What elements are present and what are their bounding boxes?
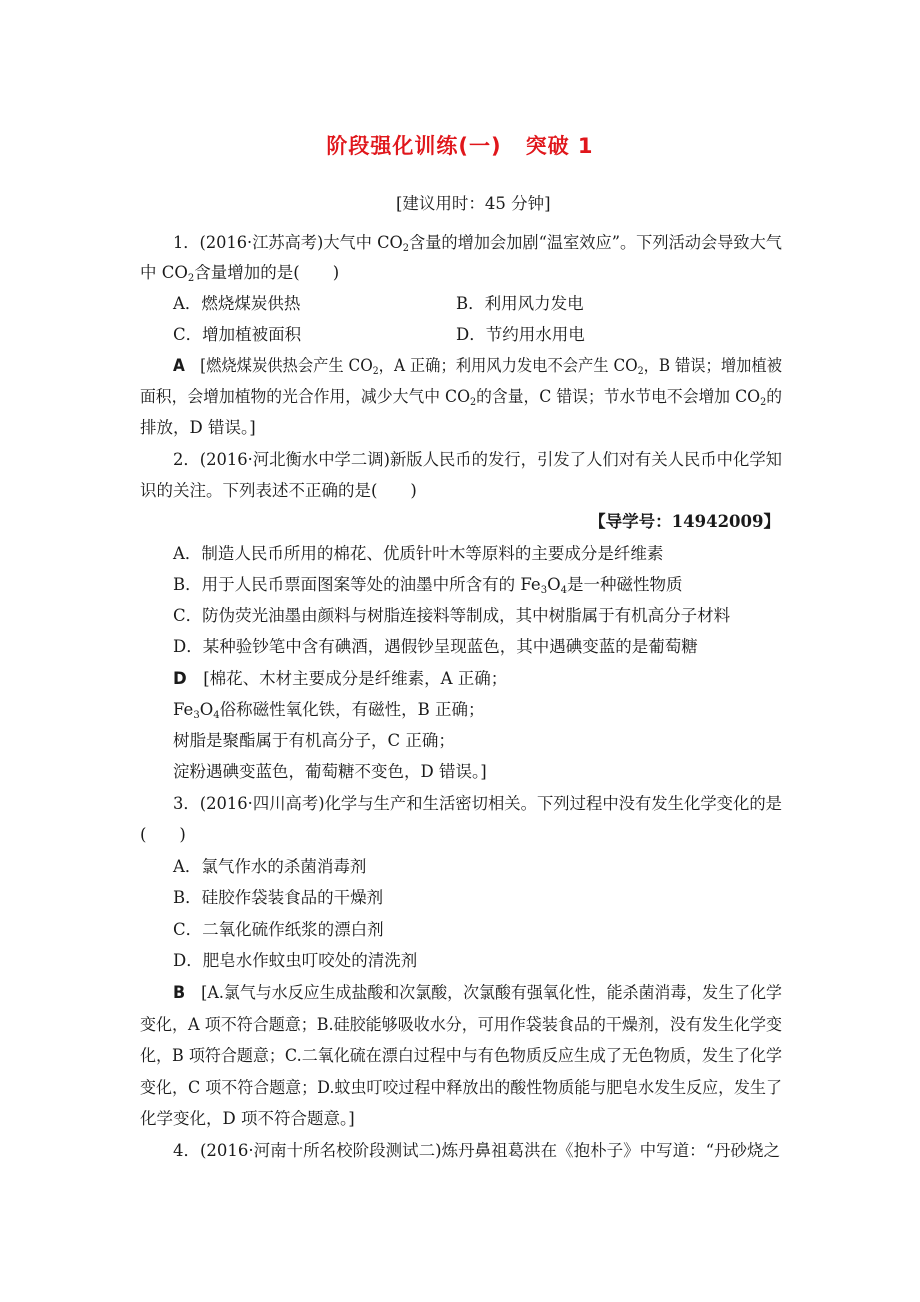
q2-explanation-line3: 树脂是聚酯属于有机高分子，C 正确；: [173, 731, 455, 750]
q1-explanation-line2: 面积，会增加植物的光合作用，减少大气中 $CO_2$的含量，C 错误；节水节电不会增加 $CO_2$的: [140, 387, 783, 408]
q2-option-d: D．某种验钞笔中含有碘酒，遇假钞呈现蓝色，其中遇碘变蓝的是葡萄糖: [173, 637, 698, 656]
q3-answer: B: [173, 983, 186, 1002]
q3-explanation-line2: 变化，A 项不符合题意；B.硅胶能够吸收水分，可用作袋装食品的干燥剂，没有发生化学变: [140, 1015, 783, 1034]
q2-stem-line1: 2．(2016·河北衡水中学二调)新版人民币的发行，引发了人们对有关人民币中化学知: [173, 450, 783, 469]
time-note: [建议用时：45 分钟]: [396, 194, 551, 213]
q3-stem-line2: ( ): [140, 825, 186, 844]
q1-option-b: B．利用风力发电: [456, 294, 584, 313]
q1-stem-line1: 1．(2016·江苏高考)大气中 $CO_2$含量的增加会加剧“温室效应”。下列活动会导致大气: [173, 233, 782, 254]
q3-stem-line1: 3．(2016·四川高考)化学与生产和生活密切相关。下列过程中没有发生化学变化的是: [173, 794, 783, 813]
q2-explanation-line2: $Fe_3O_4$俗称磁性氧化铁，有磁性，B 正确；: [173, 700, 485, 721]
page-title: [0, 130, 920, 160]
q2-option-c: C．防伪荧光油墨由颜料与树脂连接料等制成，其中树脂属于有机高分子材料: [173, 606, 731, 625]
q1-stem-line2: 中 $CO_2$含量增加的是( ): [140, 263, 340, 284]
q1-option-d: D．节约用水用电: [456, 325, 585, 344]
q3-explanation-line1: B [A.氯气与水反应生成盐酸和次氯酸，次氯酸有强氧化性，能杀菌消毒，发生了化学: [173, 983, 783, 1002]
q1-option-a: A．燃烧煤炭供热: [173, 294, 301, 313]
q4-stem-line1: 4．(2016·河南十所名校阶段测试二)炼丹鼻祖葛洪在《抱朴子》中写道：“丹砂烧之: [173, 1141, 781, 1160]
q2-explanation-line4: 淀粉遇碘变蓝色，葡萄糖不变色，D 错误。]: [173, 762, 487, 781]
q3-option-b: B．硅胶作袋装食品的干燥剂: [173, 888, 384, 907]
q2-guide-number: 【导学号：14942009】: [589, 512, 780, 531]
q3-option-a: A．氯气作水的杀菌消毒剂: [173, 857, 367, 876]
q1-explanation-line1: A [燃烧煤炭供热会产生 $CO_2$，A 正确；利用风力发电不会产生 $CO_2$，B 错误；增加植被: [173, 356, 783, 377]
q3-explanation-line4: 变化，C 项不符合题意；D.蚊虫叮咬过程中释放出的酸性物质能与肥皂水发生反应，发生了: [140, 1078, 783, 1097]
q3-explanation-line5: 化学变化，D 项不符合题意。]: [140, 1109, 355, 1128]
q2-option-a: A．制造人民币所用的棉花、优质针叶木等原料的主要成分是纤维素: [173, 544, 664, 563]
q2-answer: D: [173, 669, 187, 688]
q1-option-c: C．增加植被面积: [173, 325, 302, 344]
q3-option-d: D．肥皂水作蚊虫叮咬处的清洗剂: [173, 951, 418, 970]
title-sub: 突破 1: [525, 134, 594, 158]
q2-option-b: B．用于人民币票面图案等处的油墨中所含有的 $Fe_3O_4$是一种磁性物质: [173, 575, 683, 596]
title-main: 阶段强化训练(一): [326, 134, 502, 158]
q3-option-c: C．二氧化硫作纸浆的漂白剂: [173, 920, 384, 939]
q1-explanation-line3: 排放，D 错误。]: [140, 418, 256, 437]
q1-answer: A: [173, 356, 185, 375]
q3-explanation-line3: 化，B 项符合题意；C.二氧化硫在漂白过程中与有色物质反应生成了无色物质，发生了化学: [140, 1046, 783, 1065]
q2-explanation-line1: D [棉花、木材主要成分是纤维素，A 正确；: [173, 669, 508, 688]
q2-stem-line2: 识的关注。下列表述不正确的是( ): [140, 481, 417, 500]
